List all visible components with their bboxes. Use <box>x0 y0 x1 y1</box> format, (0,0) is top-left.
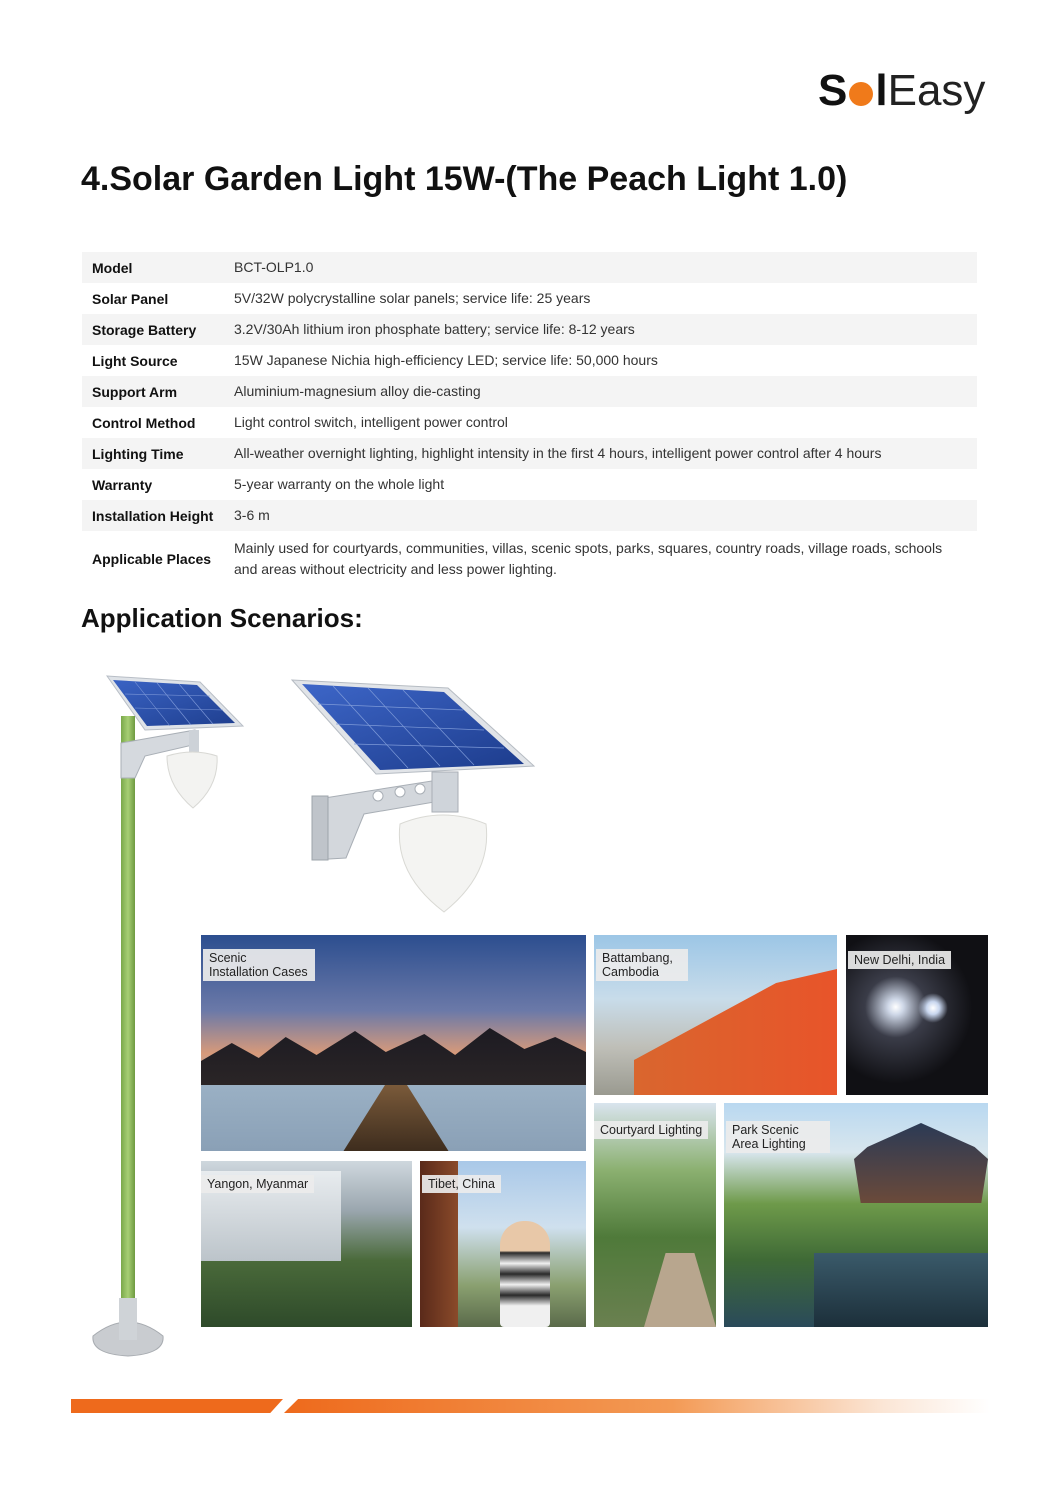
spec-value: 3-6 m <box>224 500 977 531</box>
photo-label: Park Scenic Area Lighting <box>726 1121 830 1153</box>
photo-label: New Delhi, India <box>848 951 951 969</box>
photo-tibet <box>420 1161 586 1327</box>
spec-row <box>82 283 977 314</box>
spec-row <box>82 407 977 438</box>
palm-silhouette <box>201 1025 586 1085</box>
spec-key: Warranty <box>92 476 153 493</box>
section-title: Application Scenarios: <box>81 603 363 633</box>
light-glow <box>918 993 948 1023</box>
photo-yangon <box>201 1161 412 1327</box>
spec-value: 3.2V/30Ah lithium iron phosphate battery; service life: 8-12 years <box>224 314 977 345</box>
photo-label: Courtyard Lighting <box>594 1121 708 1139</box>
spec-row <box>82 531 977 587</box>
photo-courtyard-lighting <box>594 1103 716 1327</box>
spec-row <box>82 438 977 469</box>
spec-key: Solar Panel <box>92 290 169 307</box>
page-title: 4.Solar Garden Light 15W-(The Peach Light 1.0) <box>81 160 848 198</box>
photo-new-delhi <box>846 935 988 1095</box>
person <box>500 1221 550 1327</box>
logo-text-easy: Easy <box>887 66 986 115</box>
spec-row <box>82 376 977 407</box>
spec-value: Mainly used for courtyards, communities, villas, scenic spots, parks, squares, country roads, village roads, schools and areas without electricity and less power lighting. <box>234 540 943 577</box>
spec-key: Applicable Places <box>92 551 212 567</box>
photo-park-scenic-area <box>724 1103 988 1327</box>
pier <box>341 1085 451 1151</box>
spec-key: Lighting Time <box>82 438 224 469</box>
pathway <box>644 1253 716 1327</box>
photo-label: Scenic Installation Cases <box>203 949 315 981</box>
spec-key: Installation Height <box>82 500 224 531</box>
spec-value: Light control switch, intelligent power control <box>234 414 508 430</box>
pavilion <box>854 1123 988 1203</box>
footer-bar-right <box>284 1399 990 1413</box>
brand-logo <box>818 66 985 116</box>
footer-bar-left <box>71 1399 283 1413</box>
spec-value: BCT-OLP1.0 <box>224 252 977 283</box>
spec-value: Aluminium-magnesium alloy die-casting <box>224 376 977 407</box>
logo-text-l: l <box>875 66 888 115</box>
spec-key: Light Source <box>92 352 178 369</box>
logo-text-s: S <box>818 66 848 115</box>
spec-key: Model <box>82 252 224 283</box>
photo-label: Battambang, Cambodia <box>596 949 688 981</box>
spec-value: 5V/32W polycrystalline solar panels; service life: 25 years <box>234 290 591 306</box>
photo-scenic-installation <box>201 935 586 1151</box>
spec-value: 5-year warranty on the whole light <box>234 476 445 492</box>
spec-key: Support Arm <box>82 376 224 407</box>
spec-row <box>82 345 977 376</box>
wall-light-illustration <box>288 674 538 916</box>
spec-row <box>82 469 977 500</box>
spec-row <box>82 314 977 345</box>
logo-sun-dot <box>849 82 873 106</box>
spec-key: Control Method <box>92 414 196 431</box>
spec-row <box>82 252 977 283</box>
spec-key: Storage Battery <box>82 314 224 345</box>
photo-label: Tibet, China <box>422 1175 501 1193</box>
photo-battambang <box>594 935 837 1095</box>
spec-value: All-weather overnight lighting, highlight intensity in the first 4 hours, intelligent power control after 4 hours <box>224 438 977 469</box>
photo-label: Yangon, Myanmar <box>201 1175 314 1193</box>
pond <box>814 1253 988 1327</box>
spec-table <box>82 252 977 587</box>
spec-value: 15W Japanese Nichia high-efficiency LED; service life: 50,000 hours <box>234 352 658 368</box>
spec-row <box>82 500 977 531</box>
